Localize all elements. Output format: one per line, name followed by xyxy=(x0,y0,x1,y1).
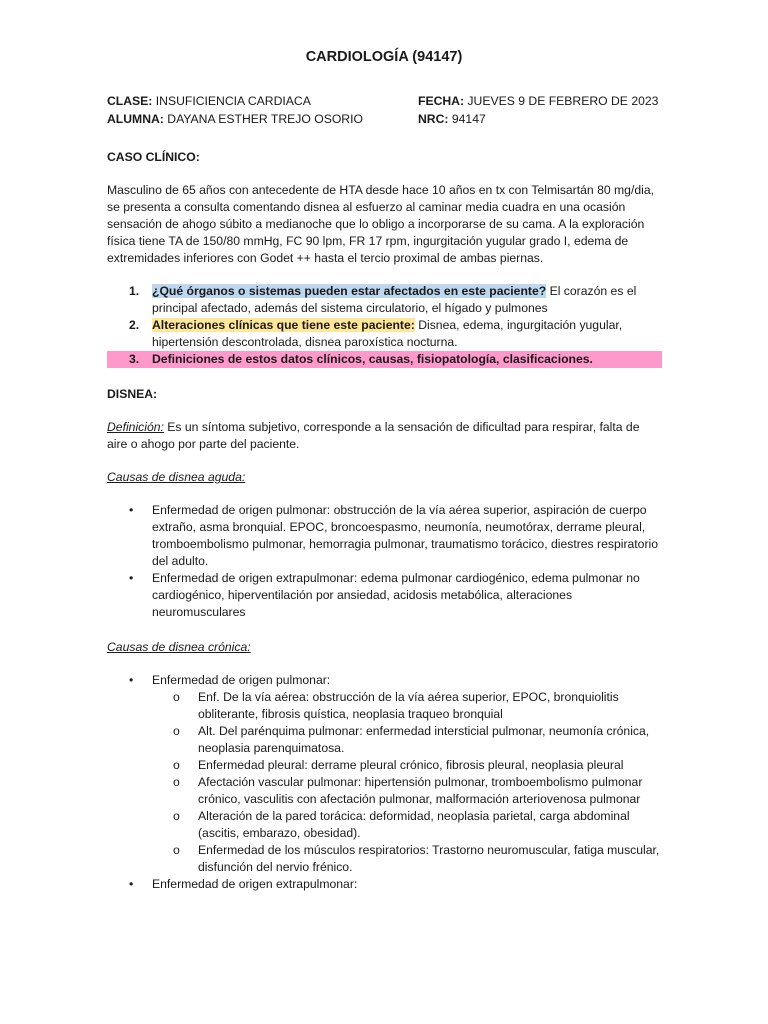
circle-bullet-icon: o xyxy=(173,809,180,823)
question-item-2 xyxy=(107,317,662,351)
list-item-text: Enfermedad de origen extrapulmonar: edema pulmonar cardiogénico, edema pulmonar no cardiogénico, hiperventilación por ansiedad, acidosis metabólica, alteraciones neuromusculares xyxy=(152,571,640,619)
question-number: 2. xyxy=(129,318,140,332)
question-text: Definiciones de estos datos clínicos, causas, fisiopatología, clasificaciones. xyxy=(152,352,593,366)
circle-bullet-icon: o xyxy=(173,690,180,704)
question-list xyxy=(107,283,662,368)
list-item xyxy=(107,672,662,876)
definicion-paragraph xyxy=(107,419,662,453)
question-item-3 xyxy=(107,351,662,368)
question-number: 3. xyxy=(129,352,140,366)
answer-text: El corazón es el principal afectado, además del sistema circulatorio, el hígado y pulmones xyxy=(152,284,637,315)
question-text: Alteraciones clínicas que tiene este paciente: xyxy=(152,318,415,332)
sub-list-item xyxy=(107,808,662,842)
caso-paragraph: Masculino de 65 años con antecedente de HTA desde hace 10 años en tx con Telmisartán 80 mg/dia, se presenta a consulta comentando disnea al esfuerzo al caminar media cuadra en una ocasión sensación de ahogo súbito a medianoche que lo obligo a incorporarse de su cama. A la exploración física tiene TA de 150/80 mmHg, FC 90 lpm, FR 17 rpm, ingurgitación yugular grado I, edema de extremidades inferiores con Godet ++ hasta el tercio proximal de ambas piernas. xyxy=(107,183,654,265)
caso-heading: CASO CLÍNICO: xyxy=(107,150,200,164)
meta-right-column xyxy=(418,93,658,129)
clase-value: INSUFICIENCIA CARDIACA xyxy=(152,94,311,108)
definicion-label: Definición: xyxy=(107,420,164,434)
circle-bullet-icon: o xyxy=(173,775,180,789)
meta-left-column xyxy=(107,93,363,129)
sub-list-item-text: Alt. Del parénquima pulmonar: enfermedad intersticial pulmonar, neumonía crónica, neoplasia parenquimatosa. xyxy=(198,724,650,755)
circle-bullet-icon: o xyxy=(173,724,180,738)
disnea-heading: DISNEA: xyxy=(107,387,158,401)
fecha-label: FECHA: xyxy=(418,94,465,108)
list-item-text: Enfermedad de origen pulmonar: xyxy=(152,673,331,687)
list-item xyxy=(107,570,662,621)
circle-bullet-icon: o xyxy=(173,758,180,772)
list-item xyxy=(107,876,662,893)
sub-list-item xyxy=(107,757,662,774)
bullet-icon: • xyxy=(129,673,134,687)
fecha-value: JUEVES 9 DE FEBRERO DE 2023 xyxy=(464,94,659,108)
sub-list-item-text: Enfermedad de los músculos respiratorios: Trastorno neuromuscular, fatiga muscular, disfunción del nervio frénico. xyxy=(198,843,660,874)
alumna-label: ALUMNA: xyxy=(107,112,164,126)
sub-list-item xyxy=(107,723,662,757)
sub-list-item xyxy=(107,842,662,876)
bullet-icon: • xyxy=(129,877,134,891)
bullet-icon: • xyxy=(129,503,134,517)
nrc-line xyxy=(418,111,658,129)
list-item-text: Enfermedad de origen pulmonar: obstrucción de la vía aérea superior, aspiración de cuerpo extraño, asma bronquial. EPOC, broncoespasmo, neumonía, neumotórax, derrame pleural, tromboembolismo pulmonar, hemorragia pulmonar, traumatismo torácico, diestres respiratorio del adulto. xyxy=(152,503,658,568)
sub-list-item-text: Alteración de la pared torácica: deformidad, neoplasia parietal, carga abdominal (ascitis, embarazo, obesidad). xyxy=(198,809,630,840)
cronica-heading: Causas de disnea crónica: xyxy=(107,640,251,654)
list-item-text: Enfermedad de origen extrapulmonar: xyxy=(152,877,358,891)
nrc-label: NRC: xyxy=(418,112,449,126)
document-title: CARDIOLOGÍA (94147) xyxy=(305,49,463,65)
alumna-value: DAYANA ESTHER TREJO OSORIO xyxy=(163,112,363,126)
nrc-value: 94147 xyxy=(448,112,486,126)
clase-label: CLASE: xyxy=(107,94,153,108)
sub-list-item-text: Enfermedad pleural: derrame pleural crónico, fibrosis pleural, neoplasia pleural xyxy=(198,758,624,772)
definicion-text: Es un síntoma subjetivo, corresponde a la sensación de dificultad para respirar, falta de aire o ahogo por parte del paciente. xyxy=(107,420,640,451)
sub-list-item-text: Enf. De la vía aérea: obstrucción de la vía aérea superior, EPOC, bronquiolitis obliterante, fibrosis quística, neoplasia traqueo bronquial xyxy=(198,690,619,721)
fecha-line xyxy=(418,93,658,111)
question-text: ¿Qué órganos o sistemas pueden estar afectados en este paciente? xyxy=(152,284,547,298)
question-number: 1. xyxy=(129,284,140,298)
sub-list-item-text: Afectación vascular pulmonar: hipertensión pulmonar, tromboembolismo pulmonar crónico, vasculitis con afectación pulmonar, malformación arteriovenosa pulmonar xyxy=(198,775,643,806)
bullet-icon: • xyxy=(129,571,134,585)
cronica-sublist xyxy=(152,689,662,876)
list-item xyxy=(107,502,662,570)
sub-list-item xyxy=(107,689,662,723)
answer-text: Disnea, edema, ingurgitación yugular, hipertensión descontrolada, disnea paroxística nocturna. xyxy=(152,318,623,349)
sub-list-item xyxy=(107,774,662,808)
aguda-list xyxy=(107,502,662,621)
cronica-list xyxy=(107,672,662,893)
aguda-heading: Causas de disnea aguda: xyxy=(107,470,246,484)
circle-bullet-icon: o xyxy=(173,843,180,857)
alumna-line xyxy=(107,111,363,129)
question-item-1 xyxy=(107,283,662,317)
clase-line xyxy=(107,93,363,111)
